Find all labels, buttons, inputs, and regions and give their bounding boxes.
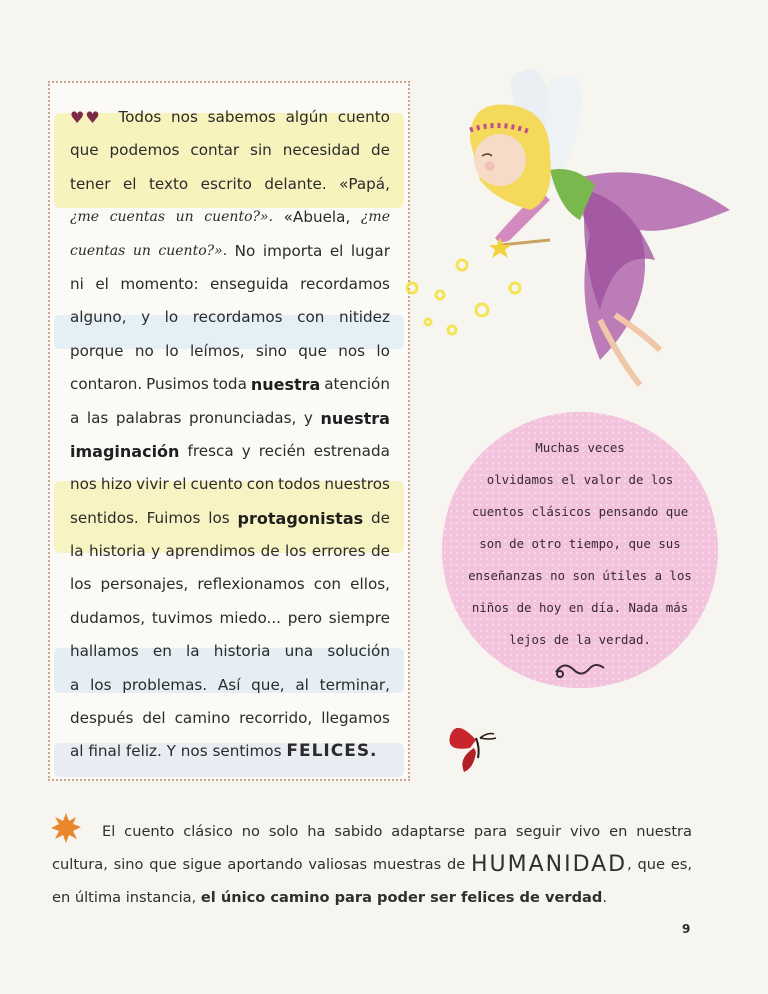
word: delante. bbox=[264, 174, 327, 193]
word: vivir bbox=[136, 475, 169, 494]
closing-paragraph bbox=[52, 815, 692, 914]
word: cuentas bbox=[70, 242, 126, 259]
word: y bbox=[303, 408, 313, 427]
word: momento: bbox=[120, 274, 199, 293]
word: ¿me bbox=[360, 209, 390, 226]
word: algún bbox=[285, 108, 328, 126]
word: siempre bbox=[328, 608, 390, 627]
closing-text-2: , que es, en última instancia, bbox=[52, 856, 692, 906]
word: camino bbox=[174, 709, 231, 728]
word: nos bbox=[171, 108, 198, 126]
closing-text-1: El cuento clásico no solo ha sabido adaptarse para seguir vivo en nuestra cultura, sino que sigue aportando valiosas muestras de bbox=[52, 823, 692, 873]
word: después bbox=[70, 709, 134, 728]
box-line bbox=[70, 201, 390, 234]
word: Fuimos bbox=[146, 508, 201, 527]
word: recordamos bbox=[192, 308, 283, 327]
word: los bbox=[208, 508, 230, 527]
word: que bbox=[298, 341, 327, 360]
box-line bbox=[70, 101, 390, 134]
word: Así bbox=[217, 675, 241, 694]
box-line bbox=[70, 268, 390, 301]
word: protagonistas bbox=[237, 508, 364, 528]
word: a bbox=[70, 408, 80, 427]
fairy-illustration bbox=[400, 60, 760, 420]
word: y bbox=[241, 441, 251, 460]
word: hallamos bbox=[70, 642, 139, 661]
word: historia bbox=[88, 542, 146, 561]
word: escrito bbox=[200, 174, 252, 193]
box-line bbox=[70, 635, 390, 668]
word: nos bbox=[180, 742, 208, 761]
word: nuestra bbox=[250, 375, 321, 395]
word: de bbox=[370, 542, 390, 561]
word: la bbox=[70, 542, 84, 561]
box-line bbox=[70, 168, 390, 201]
word: No bbox=[234, 241, 256, 260]
box-line bbox=[70, 735, 390, 768]
word: palabras bbox=[115, 408, 182, 427]
word: cuento bbox=[190, 475, 243, 494]
word: necesidad bbox=[282, 141, 361, 160]
word: un bbox=[132, 242, 151, 259]
word: sentimos bbox=[212, 742, 282, 761]
word: hizo bbox=[100, 475, 133, 494]
word: el bbox=[329, 241, 344, 260]
closing-bold-text: el único camino para poder ser felices de verdad bbox=[200, 889, 603, 906]
word: pronunciadas, bbox=[189, 408, 297, 427]
humanidad-word: HUMANIDAD bbox=[470, 852, 628, 877]
text-box-lines bbox=[70, 101, 390, 769]
word: el bbox=[95, 274, 109, 293]
word: pero bbox=[287, 608, 322, 627]
word: al bbox=[295, 675, 309, 694]
word: fresca bbox=[187, 441, 234, 460]
word: ni bbox=[70, 274, 84, 293]
word: leímos, bbox=[189, 341, 245, 360]
page-number: 9 bbox=[682, 922, 691, 936]
word: estrenada bbox=[313, 441, 390, 460]
word: lugar bbox=[350, 241, 390, 260]
word: lo bbox=[165, 341, 179, 360]
word: a bbox=[70, 675, 80, 694]
word: FELICES. bbox=[286, 741, 378, 762]
word: tener bbox=[70, 174, 111, 193]
word: historia bbox=[213, 642, 271, 661]
word: «Papá, bbox=[339, 174, 390, 193]
word: reflexionamos bbox=[197, 575, 305, 594]
quote-line: olvidamos el valor de los bbox=[486, 472, 674, 487]
word: cuento?». bbox=[204, 209, 274, 226]
box-line bbox=[70, 702, 390, 735]
word: lo bbox=[164, 308, 179, 327]
word: cuentas bbox=[109, 209, 166, 226]
word: personajes, bbox=[100, 575, 189, 594]
word: miedo... bbox=[219, 608, 281, 627]
word: solución bbox=[327, 642, 390, 661]
word: no bbox=[134, 341, 154, 360]
word: sabemos bbox=[207, 108, 276, 126]
box-line bbox=[70, 568, 390, 601]
word: los bbox=[70, 575, 92, 594]
quote-line: cuentos clásicos pensando que bbox=[471, 504, 689, 519]
word: recordamos bbox=[300, 274, 390, 293]
word: la bbox=[186, 642, 200, 661]
word: las bbox=[86, 408, 109, 427]
word: final bbox=[88, 742, 122, 761]
word: porque bbox=[70, 341, 124, 360]
word: del bbox=[142, 709, 166, 728]
box-line bbox=[70, 502, 390, 535]
box-line bbox=[70, 301, 390, 334]
word: contaron. bbox=[70, 375, 143, 394]
word: alguno, bbox=[70, 308, 127, 327]
word: que, bbox=[251, 675, 285, 694]
word: podemos bbox=[109, 141, 180, 160]
word: una bbox=[284, 642, 314, 661]
word: aprendimos bbox=[165, 542, 256, 561]
butterfly-icon bbox=[446, 718, 508, 774]
box-line bbox=[70, 535, 390, 568]
quote-line: son de otro tiempo, que sus bbox=[479, 536, 681, 551]
word: y bbox=[141, 308, 151, 327]
word: problemas. bbox=[122, 675, 208, 694]
word: nitidez bbox=[338, 308, 390, 327]
word: los bbox=[285, 542, 307, 561]
closing-text-end: . bbox=[602, 889, 607, 906]
box-line bbox=[70, 235, 390, 268]
word: toda bbox=[212, 375, 247, 394]
quote-line: Muchas veces bbox=[535, 440, 625, 455]
word: de bbox=[371, 508, 390, 527]
word: tuvimos bbox=[151, 608, 213, 627]
word: errores bbox=[311, 542, 366, 561]
word: y bbox=[151, 542, 161, 561]
word: sentidos. bbox=[70, 508, 139, 527]
word: recién bbox=[258, 441, 306, 460]
word: «Abuela, bbox=[283, 208, 351, 227]
word: sino bbox=[255, 341, 287, 360]
box-line bbox=[70, 468, 390, 501]
box-line bbox=[70, 435, 390, 468]
word: enseguida bbox=[210, 274, 289, 293]
word: nos bbox=[70, 475, 97, 494]
box-line bbox=[70, 134, 390, 167]
word: Todos bbox=[118, 108, 162, 126]
word: lo bbox=[376, 341, 390, 360]
quote-bubble-text bbox=[462, 432, 698, 694]
box-line bbox=[70, 335, 390, 368]
word: contar bbox=[190, 141, 240, 160]
word: dudamos, bbox=[70, 608, 146, 627]
word: al bbox=[70, 742, 84, 761]
word: imaginación bbox=[70, 441, 180, 461]
word: con bbox=[246, 475, 275, 494]
word: recorrido, bbox=[239, 709, 313, 728]
word: ellos, bbox=[350, 575, 390, 594]
word: todos bbox=[278, 475, 321, 494]
word: importa bbox=[262, 241, 323, 260]
hearts-icon: ♥♥ bbox=[70, 108, 101, 127]
word: texto bbox=[148, 174, 189, 193]
word: nuestros bbox=[324, 475, 390, 494]
quote-line: niños de hoy en día. Nada más bbox=[471, 600, 689, 615]
word: atención bbox=[324, 375, 390, 394]
box-line bbox=[70, 402, 390, 435]
word: terminar, bbox=[319, 675, 390, 694]
word: Pusimos bbox=[146, 375, 209, 394]
word: cuento?». bbox=[158, 242, 228, 259]
word: ¿me bbox=[70, 209, 100, 226]
text-box bbox=[48, 81, 410, 781]
word: nos bbox=[338, 341, 366, 360]
word: con bbox=[297, 308, 325, 327]
word: con bbox=[313, 575, 342, 594]
word: de bbox=[260, 542, 280, 561]
word: llegamos bbox=[321, 709, 390, 728]
word: de bbox=[371, 141, 390, 160]
word: Y bbox=[166, 742, 176, 761]
word: los bbox=[90, 675, 112, 694]
box-line bbox=[70, 602, 390, 635]
word: nuestra bbox=[320, 408, 390, 428]
box-line bbox=[70, 669, 390, 702]
word: feliz. bbox=[125, 742, 162, 761]
quote-line: enseñanzas no son útiles a los bbox=[468, 568, 692, 583]
word: cuento bbox=[337, 108, 390, 126]
word: el bbox=[172, 475, 187, 494]
word: el bbox=[122, 174, 137, 193]
word: en bbox=[152, 642, 172, 661]
word: sin bbox=[250, 141, 272, 160]
word: un bbox=[175, 209, 194, 226]
quote-line: lejos de la verdad. bbox=[509, 632, 651, 647]
swirl-ornament-icon bbox=[552, 658, 608, 682]
word: que bbox=[70, 141, 99, 160]
box-line bbox=[70, 368, 390, 401]
